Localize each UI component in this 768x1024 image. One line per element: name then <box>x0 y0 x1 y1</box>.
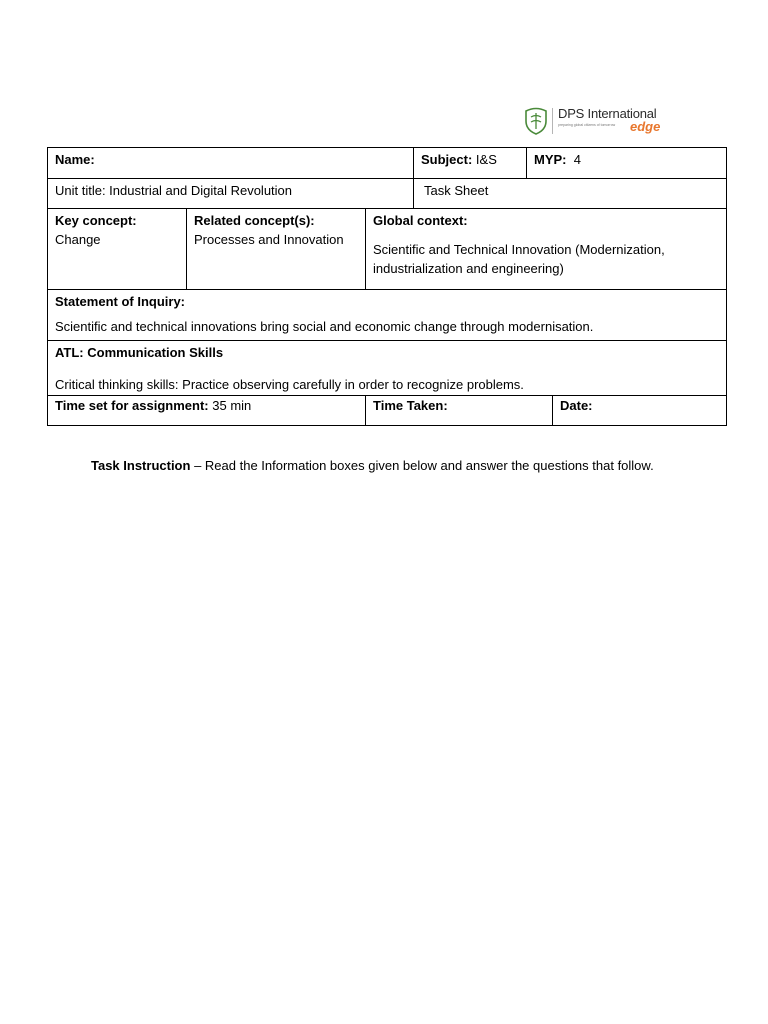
time-set-cell <box>48 396 366 426</box>
atl-label: ATL: Communication Skills <box>55 345 224 360</box>
timing-row <box>48 396 727 426</box>
inquiry-row <box>48 290 727 341</box>
name-label: Name: <box>55 152 95 167</box>
task-instruction <box>91 456 681 476</box>
unit-title: Unit title: Industrial and Digital Revolution <box>55 183 293 198</box>
subject-cell <box>414 148 527 179</box>
name-cell[interactable] <box>48 148 414 179</box>
related-concept-label: Related concept(s): <box>194 213 315 228</box>
date-label: Date: <box>560 398 593 413</box>
myp-cell <box>527 148 727 179</box>
concepts-row <box>48 209 727 290</box>
myp-label: MYP: <box>534 152 567 167</box>
sheet-type-cell <box>414 179 727 209</box>
subject-value: I&S <box>475 152 497 167</box>
task-instruction-label: Task Instruction <box>91 458 191 473</box>
time-set-value: 35 min <box>212 398 252 413</box>
key-concept-label: Key concept: <box>55 213 137 228</box>
inquiry-cell <box>48 290 727 341</box>
logo-name: DPS International <box>558 106 657 121</box>
header-row <box>48 148 727 179</box>
date-cell[interactable] <box>553 396 727 426</box>
time-set-label: Time set for assignment: <box>55 398 209 413</box>
school-logo <box>522 105 662 137</box>
crest-icon <box>522 105 550 135</box>
key-concept-value: Change <box>55 232 101 247</box>
global-context-cell <box>366 209 727 290</box>
task-instruction-text: – Read the Information boxes given below and answer the questions that follow. <box>194 458 654 473</box>
subject-label: Subject: <box>421 152 473 167</box>
global-context-value: Scientific and Technical Innovation (Modernization, industrialization and engineering) <box>373 242 665 276</box>
time-taken-cell[interactable] <box>366 396 553 426</box>
inquiry-label: Statement of Inquiry: <box>55 294 186 309</box>
atl-cell <box>48 341 727 396</box>
related-concept-value: Processes and Innovation <box>194 232 344 247</box>
logo-divider <box>552 108 553 134</box>
task-info-table <box>47 147 727 426</box>
time-taken-label: Time Taken: <box>373 398 448 413</box>
unit-row <box>48 179 727 209</box>
myp-value: 4 <box>573 152 581 167</box>
unit-title-cell <box>48 179 414 209</box>
logo-accent: edge <box>630 119 661 134</box>
atl-text: Critical thinking skills: Practice observing carefully in order to recognize problems. <box>55 377 524 392</box>
key-concept-cell <box>48 209 187 290</box>
inquiry-text: Scientific and technical innovations bring social and economic change through modernisation. <box>55 319 594 334</box>
atl-row <box>48 341 727 396</box>
global-context-label: Global context: <box>373 213 468 228</box>
sheet-type: Task Sheet <box>424 183 489 198</box>
related-concept-cell <box>187 209 366 290</box>
logo-tagline: preparing global citizens of tomorrow <box>558 123 616 127</box>
